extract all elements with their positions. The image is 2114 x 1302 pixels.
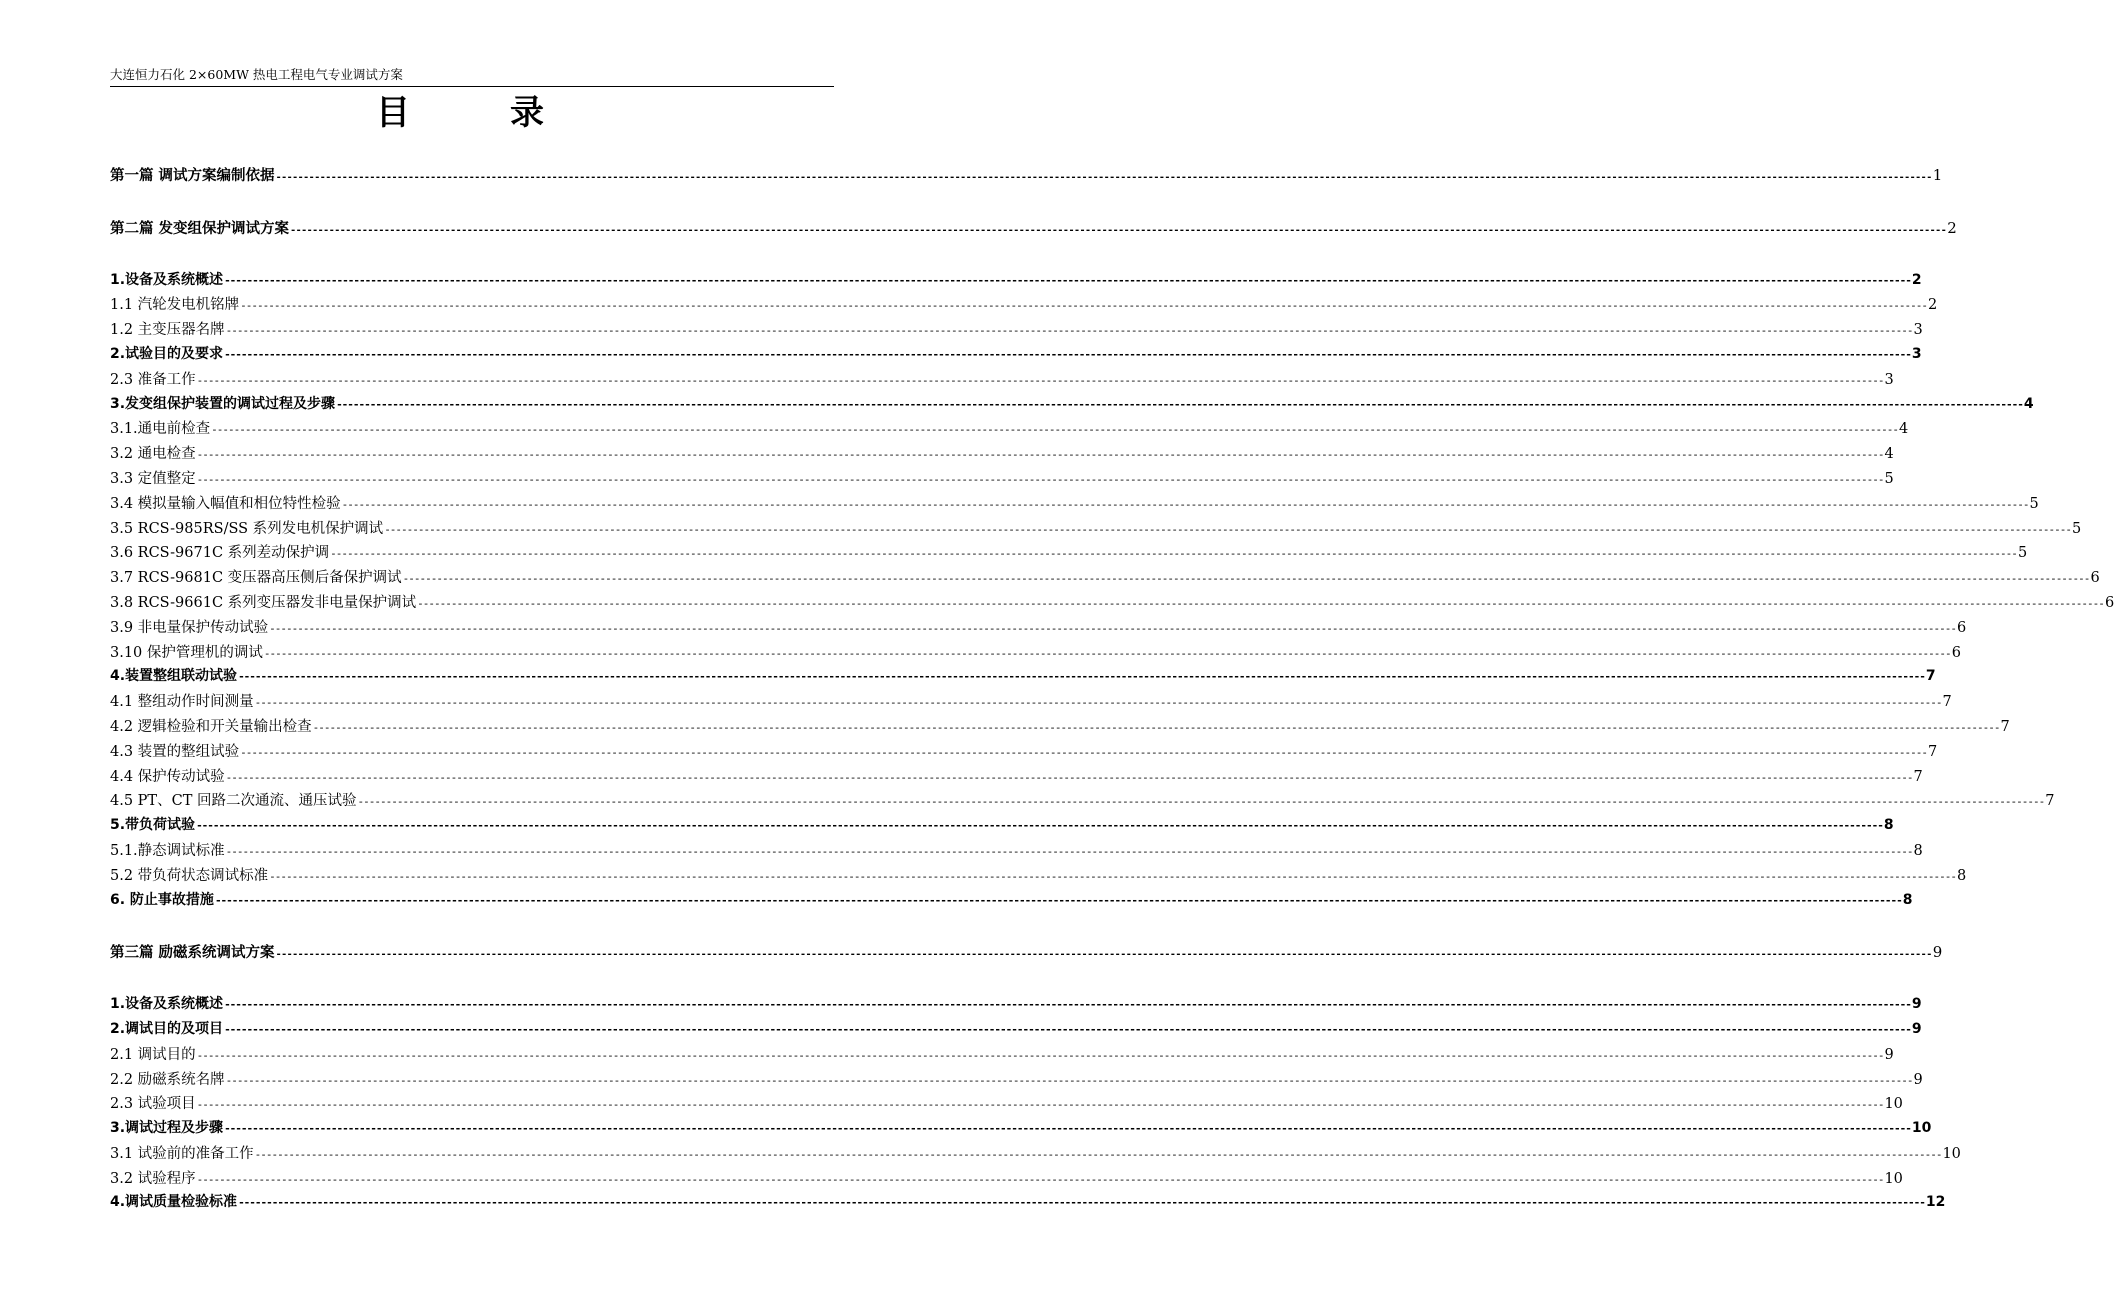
toc-entry-page-number: 9 <box>1932 943 1943 962</box>
toc-entry-page-number: 7 <box>2045 793 2055 810</box>
toc-entry-label: 3.1 试验前的准备工作 <box>110 1145 254 1162</box>
toc-entry-label: 2.2 励磁系统名牌 <box>110 1071 225 1088</box>
toc-entry-chapter[interactable] <box>110 814 1894 839</box>
toc-leader-dots: ------------------------------------------------------------------------------------------------------------------------------------------------------------------------------------------------------------------------------------------------------------------------------------------------------------ <box>196 373 1884 387</box>
toc-entry-label: 5.2 带负荷状态调试标准 <box>110 867 269 884</box>
toc-leader-dots: ------------------------------------------------------------------------------------------------------------------------------------------------------------------------------------------------------------------------------------------------------------------------------------------------------------ <box>384 522 2071 536</box>
toc-leader-dots: ------------------------------------------------------------------------------------------------------------------------------------------------------------------------------------------------------------------------------------------------------------------------------------------------------------ <box>269 621 1956 635</box>
toc-entry-label: 2.3 准备工作 <box>110 371 196 388</box>
toc-leader-dots: ------------------------------------------------------------------------------------------------------------------------------------------------------------------------------------------------------------------------------------------------------------------------------------------------------------ <box>402 572 2090 586</box>
toc-entry-page-number: 3 <box>1913 322 1923 339</box>
toc-entry-page-number: 6 <box>1951 644 1961 661</box>
toc-entry-label: 1.设备及系统概述 <box>110 271 224 288</box>
toc-entry-label: 第一篇 调试方案编制依据 <box>110 168 275 184</box>
toc-entry-label: 4.1 整组动作时间测量 <box>110 694 254 711</box>
toc-entry-page-number: 10 <box>1942 1145 1961 1162</box>
toc-entry-label: 4.调试质量检验标准 <box>110 1194 238 1211</box>
toc-leader-dots: ------------------------------------------------------------------------------------------------------------------------------------------------------------------------------------------------------------------------------------------------------------------------------------------------------------ <box>341 497 2029 511</box>
toc-entry-label: 第二篇 发变组保护调试方案 <box>110 220 290 237</box>
toc-entry-label: 1.设备及系统概述 <box>110 996 224 1013</box>
toc-entry-label: 3.10 保护管理机的调试 <box>110 644 263 661</box>
toc-entry-label: 2.1 调试目的 <box>110 1046 196 1063</box>
toc-entry-section[interactable] <box>110 1092 1903 1117</box>
toc-entry-section[interactable] <box>110 1167 1903 1192</box>
toc-leader-dots: ------------------------------------------------------------------------------------------------------------------------------------------------------------------------------------------------------------------------------------------------------------------------------------------------------------ <box>196 1098 1884 1112</box>
toc-leader-dots: ------------------------------------------------------------------------------------------------------------------------------------------------------------------------------------------------------------------------------------------------------------------------------------------------------------ <box>224 998 1911 1012</box>
toc-leader-dots: ------------------------------------------------------------------------------------------------------------------------------------------------------------------------------------------------------------------------------------------------------------------------------------------------------------ <box>269 869 1956 883</box>
toc-entry-chapter[interactable] <box>110 269 1922 294</box>
toc-entry-page-number: 5 <box>2029 495 2039 512</box>
toc-entry-page-number: 3 <box>1911 345 1922 362</box>
toc-leader-dots: ------------------------------------------------------------------------------------------------------------------------------------------------------------------------------------------------------------------------------------------------------------------------------------------------------------ <box>211 423 1898 437</box>
toc-entry-page-number: 5 <box>2017 545 2028 562</box>
toc-entry-page-number: 10 <box>1884 1170 1903 1187</box>
toc-entry-part[interactable] <box>110 941 1943 966</box>
toc-entry-section[interactable] <box>110 1043 1894 1068</box>
toc-entry-label: 3.7 RCS-9681C 变压器高压侧后备保护调试 <box>110 570 402 587</box>
toc-entry-label: 3.2 通电检查 <box>110 446 196 463</box>
toc-entry-section[interactable] <box>110 789 2055 814</box>
toc-entry-section[interactable] <box>110 616 1967 641</box>
toc-entry-page-number: 8 <box>1902 891 1913 908</box>
toc-entry-label: 4.4 保护传动试验 <box>110 768 225 785</box>
toc-entry-page-number: 9 <box>1913 1071 1923 1088</box>
toc-entry-section[interactable] <box>110 641 1961 666</box>
toc-leader-dots: ------------------------------------------------------------------------------------------------------------------------------------------------------------------------------------------------------------------------------------------------------------------------------------------------------------ <box>336 397 2023 411</box>
toc-entry-label: 第三篇 励磁系统调试方案 <box>110 945 275 962</box>
toc-leader-dots: ------------------------------------------------------------------------------------------------------------------------------------------------------------------------------------------------------------------------------------------------------------------------------------------------------------ <box>254 1147 1942 1161</box>
toc-leader-dots: ------------------------------------------------------------------------------------------------------------------------------------------------------------------------------------------------------------------------------------------------------------------------------------------------------------ <box>225 324 1913 338</box>
toc-leader-dots: ------------------------------------------------------------------------------------------------------------------------------------------------------------------------------------------------------------------------------------------------------------------------------------------------------------ <box>196 472 1884 486</box>
toc-entry-section[interactable] <box>110 517 2082 542</box>
toc-entry-page-number: 9 <box>1884 1046 1894 1063</box>
toc-entry-page-number: 8 <box>1956 867 1967 884</box>
toc-leader-dots: ------------------------------------------------------------------------------------------------------------------------------------------------------------------------------------------------------------------------------------------------------------------------------------------------------------ <box>225 770 1913 784</box>
table-of-contents <box>110 164 2114 1216</box>
toc-entry-page-number: 7 <box>1913 768 1923 785</box>
toc-leader-dots: ------------------------------------------------------------------------------------------------------------------------------------------------------------------------------------------------------------------------------------------------------------------------------------------------------------ <box>224 347 1911 361</box>
toc-entry-label: 3.发变组保护装置的调试过程及步骤 <box>110 395 336 412</box>
toc-leader-dots: ------------------------------------------------------------------------------------------------------------------------------------------------------------------------------------------------------------------------------------------------------------------------------------------------------------ <box>224 1122 1911 1136</box>
toc-entry-page-number: 3 <box>1884 371 1894 388</box>
toc-entry-section[interactable] <box>110 1142 1961 1167</box>
page-header <box>110 64 834 87</box>
toc-entry-page-number: 2 <box>1911 271 1922 288</box>
toc-leader-dots: ------------------------------------------------------------------------------------------------------------------------------------------------------------------------------------------------------------------------------------------------------------------------------------------------------------ <box>240 299 1927 313</box>
toc-leader-dots: ------------------------------------------------------------------------------------------------------------------------------------------------------------------------------------------------------------------------------------------------------------------------------------------------------------ <box>357 795 2045 809</box>
toc-entry-section[interactable] <box>110 1068 1923 1093</box>
toc-leader-dots: ------------------------------------------------------------------------------------------------------------------------------------------------------------------------------------------------------------------------------------------------------------------------------------------------------------ <box>225 1073 1913 1087</box>
toc-entry-chapter[interactable] <box>110 665 1936 690</box>
toc-entry-label: 3.1.通电前检查 <box>110 421 211 438</box>
toc-entry-label: 3.4 模拟量输入幅值和相位特性检验 <box>110 495 341 512</box>
toc-entry-section[interactable] <box>110 715 2010 740</box>
toc-entry-chapter[interactable] <box>110 1117 1932 1142</box>
toc-entry-label: 3.9 非电量保护传动试验 <box>110 619 269 636</box>
toc-entry-section[interactable] <box>110 541 2028 566</box>
toc-entry-chapter[interactable] <box>110 1018 1922 1043</box>
toc-entry-section[interactable] <box>110 492 2039 517</box>
toc-entry-page-number: 9 <box>1911 996 1922 1013</box>
toc-entry-label: 4.2 逻辑检验和开关量输出检查 <box>110 718 312 735</box>
toc-entry-section[interactable] <box>110 591 2114 616</box>
toc-entry-chapter[interactable] <box>110 343 1922 368</box>
toc-entry-section[interactable] <box>110 740 1938 765</box>
toc-entry-page-number: 4 <box>1898 421 1909 438</box>
toc-entry-page-number: 5 <box>2071 520 2082 537</box>
toc-entry-label: 2.调试目的及项目 <box>110 1020 224 1037</box>
toc-leader-dots: ------------------------------------------------------------------------------------------------------------------------------------------------------------------------------------------------------------------------------------------------------------------------------------------------------------ <box>330 547 2017 561</box>
toc-entry-label: 3.6 RCS-9671C 系列差动保护调 <box>110 545 330 562</box>
toc-leader-dots: ------------------------------------------------------------------------------------------------------------------------------------------------------------------------------------------------------------------------------------------------------------------------------------------------------------ <box>214 893 1902 907</box>
toc-entry-page-number: 12 <box>1925 1194 1946 1211</box>
toc-leader-dots: ------------------------------------------------------------------------------------------------------------------------------------------------------------------------------------------------------------------------------------------------------------------------------------------------------------ <box>275 949 1932 961</box>
toc-entry-page-number: 4 <box>2023 395 2034 412</box>
toc-leader-dots: ------------------------------------------------------------------------------------------------------------------------------------------------------------------------------------------------------------------------------------------------------------------------------------------------------------ <box>238 1196 1925 1210</box>
toc-entry-label: 4.3 装置的整组试验 <box>110 743 240 760</box>
toc-entry-label: 2.3 试验项目 <box>110 1096 196 1113</box>
toc-entry-page-number: 6 <box>1956 619 1967 636</box>
toc-entry-section[interactable] <box>110 318 1923 343</box>
toc-entry-chapter[interactable] <box>110 993 1922 1018</box>
toc-leader-dots: ------------------------------------------------------------------------------------------------------------------------------------------------------------------------------------------------------------------------------------------------------------------------------------------------------------ <box>224 273 1911 287</box>
toc-entry-page-number: 4 <box>1884 446 1894 463</box>
toc-entry-section[interactable] <box>110 566 2100 591</box>
toc-entry-label: 4.5 PT、CT 回路二次通流、通压试验 <box>110 793 357 810</box>
toc-entry-label: 2.试验目的及要求 <box>110 345 224 362</box>
toc-leader-dots: ------------------------------------------------------------------------------------------------------------------------------------------------------------------------------------------------------------------------------------------------------------------------------------------------------------ <box>196 819 1883 833</box>
toc-entry-label: 1.2 主变压器名牌 <box>110 322 225 339</box>
toc-leader-dots: ------------------------------------------------------------------------------------------------------------------------------------------------------------------------------------------------------------------------------------------------------------------------------------------------------------ <box>312 720 2000 734</box>
toc-entry-page-number: 7 <box>1925 668 1936 685</box>
toc-entry-chapter[interactable] <box>110 393 2034 418</box>
toc-leader-dots: ------------------------------------------------------------------------------------------------------------------------------------------------------------------------------------------------------------------------------------------------------------------------------------------------------------ <box>225 844 1913 858</box>
toc-leader-dots: ------------------------------------------------------------------------------------------------------------------------------------------------------------------------------------------------------------------------------------------------------------------------------------------------------------ <box>275 172 1932 183</box>
toc-leader-dots: ------------------------------------------------------------------------------------------------------------------------------------------------------------------------------------------------------------------------------------------------------------------------------------------------------------ <box>196 448 1884 462</box>
toc-entry-page-number: 10 <box>1884 1096 1903 1113</box>
toc-leader-dots: ------------------------------------------------------------------------------------------------------------------------------------------------------------------------------------------------------------------------------------------------------------------------------------------------------------ <box>254 696 1942 710</box>
toc-entry-label: 5.带负荷试验 <box>110 817 196 834</box>
toc-entry-section[interactable] <box>110 864 1967 889</box>
toc-entry-page-number: 7 <box>1927 743 1938 760</box>
toc-entry-page-number: 7 <box>2000 718 2010 735</box>
toc-entry-part[interactable] <box>110 164 1943 189</box>
page-title: 目录 <box>376 93 644 133</box>
toc-entry-label: 6. 防止事故措施 <box>110 891 214 908</box>
toc-leader-dots: ------------------------------------------------------------------------------------------------------------------------------------------------------------------------------------------------------------------------------------------------------------------------------------------------------------ <box>238 670 1925 684</box>
toc-entry-section[interactable] <box>110 417 1909 442</box>
toc-entry-page-number: 9 <box>1911 1020 1922 1037</box>
toc-entry-section[interactable] <box>110 690 1952 715</box>
toc-entry-chapter[interactable] <box>110 1191 1946 1216</box>
toc-entry-label: 1.1 汽轮发电机铭牌 <box>110 297 240 314</box>
toc-entry-section[interactable] <box>110 442 1894 467</box>
toc-entry-label: 3.3 定值整定 <box>110 470 196 487</box>
toc-entry-section[interactable] <box>110 293 1938 318</box>
toc-entry-section[interactable] <box>110 368 1894 393</box>
toc-leader-dots: ------------------------------------------------------------------------------------------------------------------------------------------------------------------------------------------------------------------------------------------------------------------------------------------------------------ <box>290 224 1947 236</box>
toc-entry-page-number: 8 <box>1883 817 1894 834</box>
toc-leader-dots: ------------------------------------------------------------------------------------------------------------------------------------------------------------------------------------------------------------------------------------------------------------------------------------------------------------ <box>240 745 1927 759</box>
toc-entry-section[interactable] <box>110 839 1923 864</box>
toc-entry-section[interactable] <box>110 467 1894 492</box>
toc-entry-page-number: 1 <box>1932 166 1943 184</box>
toc-entry-chapter[interactable] <box>110 889 1913 914</box>
toc-entry-page-number: 2 <box>1947 218 1957 237</box>
toc-leader-dots: ------------------------------------------------------------------------------------------------------------------------------------------------------------------------------------------------------------------------------------------------------------------------------------------------------------ <box>417 596 2104 610</box>
toc-entry-section[interactable] <box>110 765 1923 790</box>
toc-entry-page-number: 5 <box>1884 470 1894 487</box>
toc-entry-page-number: 7 <box>1942 694 1952 711</box>
toc-entry-page-number: 10 <box>1911 1120 1932 1137</box>
toc-entry-label: 3.5 RCS-985RS/SS 系列发电机保护调试 <box>110 520 384 537</box>
toc-entry-part[interactable] <box>110 217 1957 242</box>
toc-entry-label: 3.8 RCS-9661C 系列变压器发非电量保护调试 <box>110 594 417 611</box>
header-text: 大连恒力石化 2×60MW 热电工程电气专业调试方案 <box>110 67 403 82</box>
toc-entry-label: 4.装置整组联动试验 <box>110 668 238 685</box>
toc-leader-dots: ------------------------------------------------------------------------------------------------------------------------------------------------------------------------------------------------------------------------------------------------------------------------------------------------------------ <box>263 646 1951 660</box>
toc-entry-page-number: 6 <box>2090 570 2100 587</box>
toc-entry-page-number: 2 <box>1927 297 1938 314</box>
toc-entry-page-number: 8 <box>1913 842 1923 859</box>
toc-leader-dots: ------------------------------------------------------------------------------------------------------------------------------------------------------------------------------------------------------------------------------------------------------------------------------------------------------------ <box>196 1172 1884 1186</box>
toc-entry-label: 3.调试过程及步骤 <box>110 1120 224 1137</box>
toc-entry-page-number: 6 <box>2104 594 2114 611</box>
toc-leader-dots: ------------------------------------------------------------------------------------------------------------------------------------------------------------------------------------------------------------------------------------------------------------------------------------------------------------ <box>196 1048 1884 1062</box>
toc-entry-label: 3.2 试验程序 <box>110 1170 196 1187</box>
toc-leader-dots: ------------------------------------------------------------------------------------------------------------------------------------------------------------------------------------------------------------------------------------------------------------------------------------------------------------ <box>224 1022 1911 1036</box>
toc-entry-label: 5.1.静态调试标准 <box>110 842 225 859</box>
